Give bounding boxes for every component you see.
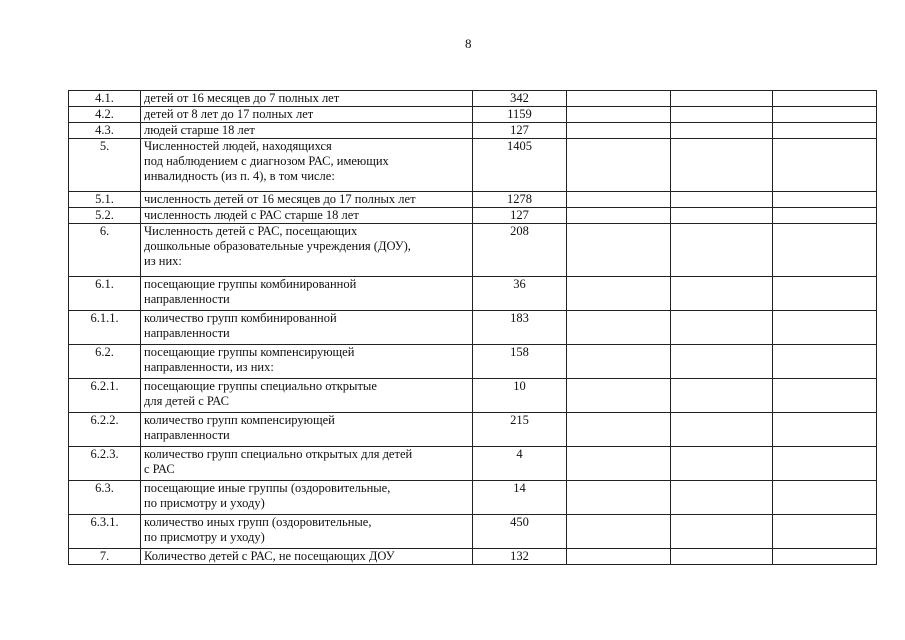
row-description: людей старше 18 лет xyxy=(141,123,473,139)
table-row xyxy=(69,91,877,107)
table-row xyxy=(69,107,877,123)
empty-cell xyxy=(773,107,877,123)
table-row xyxy=(69,515,877,549)
empty-cell xyxy=(671,549,773,565)
empty-cell xyxy=(773,123,877,139)
row-number: 6.1.1. xyxy=(69,311,141,345)
empty-cell xyxy=(773,277,877,311)
row-value: 1159 xyxy=(473,107,567,123)
row-value: 342 xyxy=(473,91,567,107)
row-number: 4.2. xyxy=(69,107,141,123)
row-number: 6.2.1. xyxy=(69,379,141,413)
empty-cell xyxy=(773,208,877,224)
empty-cell xyxy=(671,123,773,139)
row-number: 6.2.2. xyxy=(69,413,141,447)
row-description: посещающие группы компенсирующей направленности, из них: xyxy=(141,345,473,379)
empty-cell xyxy=(567,139,671,192)
empty-cell xyxy=(567,413,671,447)
empty-cell xyxy=(567,224,671,277)
row-description: численность людей с РАС старше 18 лет xyxy=(141,208,473,224)
table-row xyxy=(69,447,877,481)
row-value: 1278 xyxy=(473,192,567,208)
empty-cell xyxy=(567,277,671,311)
row-number: 5.1. xyxy=(69,192,141,208)
row-value: 132 xyxy=(473,549,567,565)
empty-cell xyxy=(671,277,773,311)
empty-cell xyxy=(671,515,773,549)
empty-cell xyxy=(671,91,773,107)
empty-cell xyxy=(671,224,773,277)
empty-cell xyxy=(773,192,877,208)
empty-cell xyxy=(671,208,773,224)
row-value: 10 xyxy=(473,379,567,413)
row-value: 208 xyxy=(473,224,567,277)
empty-cell xyxy=(773,379,877,413)
page-number: 8 xyxy=(465,36,472,51)
row-number: 4.3. xyxy=(69,123,141,139)
row-description: посещающие иные группы (оздоровительные, по присмотру и уходу) xyxy=(141,481,473,515)
empty-cell xyxy=(671,379,773,413)
row-description: численность детей от 16 месяцев до 17 полных лет xyxy=(141,192,473,208)
row-description: количество групп комбинированной направленности xyxy=(141,311,473,345)
row-number: 6.1. xyxy=(69,277,141,311)
empty-cell xyxy=(567,311,671,345)
empty-cell xyxy=(671,139,773,192)
empty-cell xyxy=(567,192,671,208)
empty-cell xyxy=(671,447,773,481)
empty-cell xyxy=(567,379,671,413)
empty-cell xyxy=(773,224,877,277)
row-description: количество иных групп (оздоровительные, по присмотру и уходу) xyxy=(141,515,473,549)
table-row xyxy=(69,413,877,447)
empty-cell xyxy=(671,481,773,515)
row-value: 4 xyxy=(473,447,567,481)
row-value: 158 xyxy=(473,345,567,379)
row-number: 6.2. xyxy=(69,345,141,379)
empty-cell xyxy=(671,107,773,123)
row-number: 4.1. xyxy=(69,91,141,107)
empty-cell xyxy=(671,192,773,208)
empty-cell xyxy=(567,515,671,549)
empty-cell xyxy=(567,345,671,379)
table-row xyxy=(69,481,877,515)
statistics-table xyxy=(68,90,877,565)
empty-cell xyxy=(773,515,877,549)
row-number: 7. xyxy=(69,549,141,565)
row-value: 1405 xyxy=(473,139,567,192)
empty-cell xyxy=(773,139,877,192)
empty-cell xyxy=(567,447,671,481)
row-value: 450 xyxy=(473,515,567,549)
empty-cell xyxy=(773,481,877,515)
empty-cell xyxy=(567,91,671,107)
row-number: 5.2. xyxy=(69,208,141,224)
empty-cell xyxy=(773,91,877,107)
table-row xyxy=(69,311,877,345)
empty-cell xyxy=(773,549,877,565)
row-description: количество групп компенсирующей направленности xyxy=(141,413,473,447)
row-description: детей от 8 лет до 17 полных лет xyxy=(141,107,473,123)
empty-cell xyxy=(567,549,671,565)
table-row xyxy=(69,192,877,208)
row-number: 6. xyxy=(69,224,141,277)
empty-cell xyxy=(671,345,773,379)
empty-cell xyxy=(773,413,877,447)
empty-cell xyxy=(567,123,671,139)
empty-cell xyxy=(567,208,671,224)
row-value: 36 xyxy=(473,277,567,311)
row-number: 6.3.1. xyxy=(69,515,141,549)
empty-cell xyxy=(567,107,671,123)
empty-cell xyxy=(671,413,773,447)
empty-cell xyxy=(567,481,671,515)
empty-cell xyxy=(773,345,877,379)
row-number: 5. xyxy=(69,139,141,192)
row-description: Количество детей с РАС, не посещающих ДОУ xyxy=(141,549,473,565)
table-row xyxy=(69,345,877,379)
table-row xyxy=(69,277,877,311)
row-description: посещающие группы комбинированной направленности xyxy=(141,277,473,311)
row-value: 127 xyxy=(473,123,567,139)
row-value: 183 xyxy=(473,311,567,345)
table-row xyxy=(69,208,877,224)
table-row xyxy=(69,549,877,565)
row-value: 215 xyxy=(473,413,567,447)
empty-cell xyxy=(671,311,773,345)
row-description: Численность детей с РАС, посещающих дошкольные образовательные учреждения (ДОУ), из них: xyxy=(141,224,473,277)
empty-cell xyxy=(773,447,877,481)
row-number: 6.2.3. xyxy=(69,447,141,481)
row-number: 6.3. xyxy=(69,481,141,515)
table-row xyxy=(69,139,877,192)
empty-cell xyxy=(773,311,877,345)
table-row xyxy=(69,224,877,277)
row-description: Численностей людей, находящихся под наблюдением с диагнозом РАС, имеющих инвалидность (из п. 4), в том числе: xyxy=(141,139,473,192)
row-description: количество групп специально открытых для детей с РАС xyxy=(141,447,473,481)
row-description: детей от 16 месяцев до 7 полных лет xyxy=(141,91,473,107)
row-description: посещающие группы специально открытые для детей с РАС xyxy=(141,379,473,413)
row-value: 14 xyxy=(473,481,567,515)
table-row xyxy=(69,379,877,413)
row-value: 127 xyxy=(473,208,567,224)
table-row xyxy=(69,123,877,139)
